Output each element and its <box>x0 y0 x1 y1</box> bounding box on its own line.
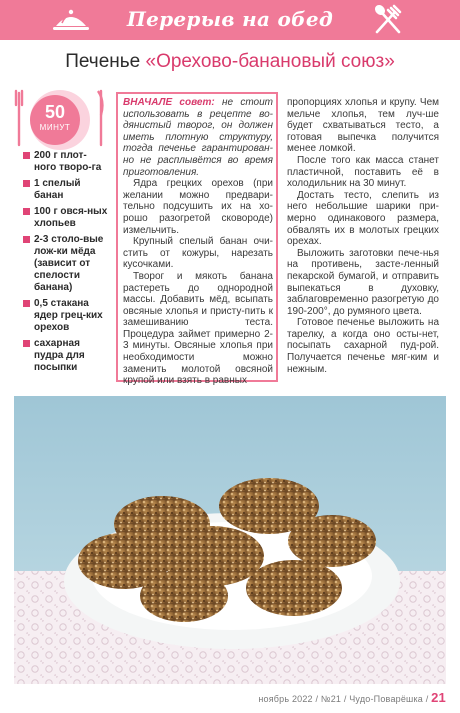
cookies-illustration <box>14 396 446 684</box>
step-paragraph: После того как масса станет пластичной, поставить её в холодильник на 30 минут. <box>287 154 439 190</box>
step-paragraph: Ядра грецких орехов (при желании можно предвари-тельно подсушить их на хо-рошо разогретой сковороде) измельчить. <box>123 178 273 236</box>
tip-paragraph <box>123 97 273 178</box>
step-paragraph: Готовое печенье выложить на тарелку, а когда оно осты-нет, посыпать сахарной пуд-рой. Получается печенье мяг-ким и нежным. <box>287 317 439 375</box>
ingredients-list <box>23 150 109 378</box>
ingredient-item: 0,5 стакана ядер грец-ких орехов <box>23 298 109 334</box>
recipe-title-main: Печенье <box>65 51 146 72</box>
recipe-column-2 <box>287 97 439 375</box>
ingredient-item: 2-3 столо-вые лож-ки мёда (зависит от спелости банана) <box>23 234 109 294</box>
step-paragraph: пропорциях хлопья и крупу. Чем мельче хлопья, тем луч-ше будет схватываться тесто, а готовая выпечка получится менее ломкой. <box>287 97 439 155</box>
fork-spoon-icon <box>371 4 405 36</box>
recipe-column-1 <box>123 97 273 387</box>
tip-text: не стоит использовать в рецепте во-дянистый творог, он должен иметь плотную структуру, тогда печенье гарантирован-но не расплывётся во время приготовления. <box>123 97 273 178</box>
cooking-time-unit: МИНУТ <box>39 123 71 132</box>
ingredient-item: сахарная пудра для посыпки <box>23 338 109 374</box>
ingredient-item: 200 г плот-ного творо-га <box>23 150 109 174</box>
tip-lead: ВНАЧАЛЕ совет: <box>123 97 215 108</box>
cooking-time-value: 50 <box>44 102 66 122</box>
step-paragraph: Достать тесто, слепить из него небольшие шарики при-мерно одинакового размера, обвалять их в молотых грецких орехах. <box>287 189 439 248</box>
step-paragraph: Выложить заготовки пече-нья на противень, засте-ленный пекарской бумагой, и отправить выпекаться в духовку, заблаговременно разогретую до 190-200°, до румяного цвета. <box>287 247 439 317</box>
ingredient-item: 1 спелый банан <box>23 178 109 202</box>
page-footer <box>0 690 446 705</box>
step-paragraph: Творог и мякоть банана растереть до однородной массы. Добавить мёд, всыпать овсяные хлопья и присту-пить к замешиванию теста. Процедура займет примерно 2-3 минуты. Овсяные хлопья при необходимости можно заменить молотой овсяной крупой или взять в равных <box>123 270 273 387</box>
recipe-title <box>0 51 460 73</box>
section-banner <box>0 0 460 40</box>
page-number: 21 <box>431 690 446 705</box>
recipe-title-accent: «Орехово-банановый союз» <box>145 51 395 72</box>
banner-title: Перерыв на обед <box>126 7 334 31</box>
footer-issue-text: ноябрь 2022 / №21 / Чудо-Поварёшка / <box>258 694 432 704</box>
cooking-time-badge <box>30 95 80 145</box>
step-paragraph: Крупный спелый банан очи-стить от кожуры, нарезать кусочками. <box>123 236 273 271</box>
cookies-photo <box>14 396 446 684</box>
ingredient-item: 100 г овся-ных хлопьев <box>23 206 109 230</box>
